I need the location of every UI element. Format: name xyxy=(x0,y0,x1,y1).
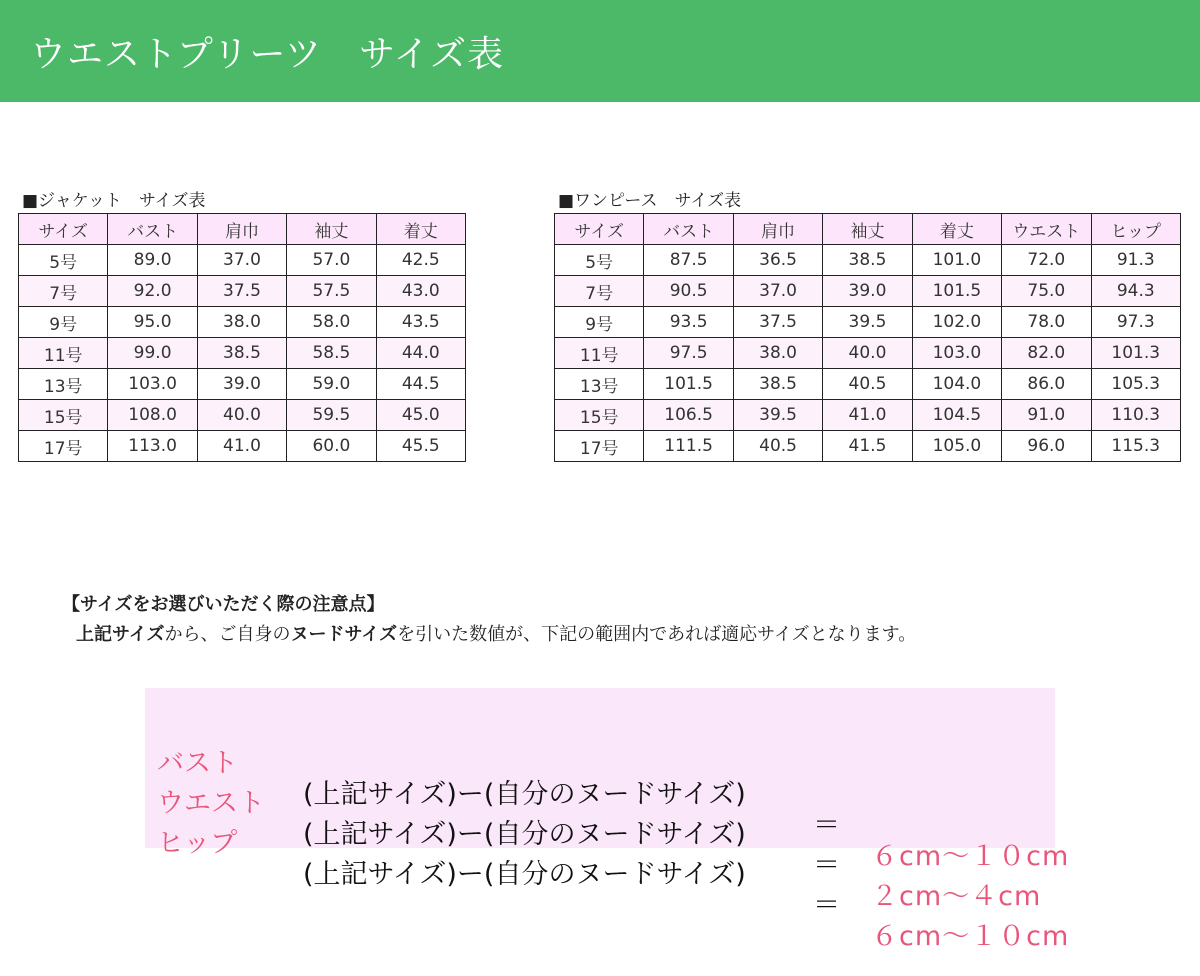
measurement-cell: 43.0 xyxy=(376,276,465,307)
measurement-cell: 105.3 xyxy=(1091,369,1180,400)
size-label-cell: 7号 xyxy=(19,276,108,307)
measurement-cell: 38.0 xyxy=(197,307,286,338)
measurement-cell: 58.0 xyxy=(287,307,376,338)
measurement-cell: 101.5 xyxy=(644,369,733,400)
measurement-cell: 60.0 xyxy=(287,431,376,462)
measurement-cell: 57.0 xyxy=(287,245,376,276)
table-row xyxy=(555,431,1181,462)
measurement-cell: 58.5 xyxy=(287,338,376,369)
measurement-cell: 89.0 xyxy=(108,245,197,276)
measurement-cell: 91.3 xyxy=(1091,245,1180,276)
table-row xyxy=(19,276,466,307)
table-row xyxy=(19,338,466,369)
column-header: バスト xyxy=(108,214,197,245)
table-row xyxy=(19,400,466,431)
column-header: ウエスト xyxy=(1002,214,1091,245)
measurement-cell: 101.5 xyxy=(912,276,1001,307)
measurement-cell: 38.0 xyxy=(733,338,822,369)
measurement-cell: 96.0 xyxy=(1002,431,1091,462)
measurement-cell: 37.0 xyxy=(733,276,822,307)
measurement-cell: 91.0 xyxy=(1002,400,1091,431)
table-row xyxy=(555,276,1181,307)
page-header xyxy=(0,0,1200,102)
formula-label: ウエスト xyxy=(157,788,265,819)
column-header: 着丈 xyxy=(912,214,1001,245)
measurement-cell: 39.0 xyxy=(823,276,912,307)
measurement-cell: 95.0 xyxy=(108,307,197,338)
column-header: サイズ xyxy=(19,214,108,245)
column-header: ヒップ xyxy=(1091,214,1180,245)
formula-label: バスト xyxy=(157,748,238,779)
formula-expression: (上記サイズ)ー(自分のヌードサイズ) xyxy=(303,859,746,890)
size-label-cell: 17号 xyxy=(19,431,108,462)
measurement-cell: 101.3 xyxy=(1091,338,1180,369)
measurement-cell: 75.0 xyxy=(1002,276,1091,307)
measurement-cell: 113.0 xyxy=(108,431,197,462)
measurement-cell: 99.0 xyxy=(108,338,197,369)
size-label-cell: 7号 xyxy=(555,276,644,307)
note-text: から、ご自身の xyxy=(164,624,291,645)
formula-expression: (上記サイズ)ー(自分のヌードサイズ) xyxy=(303,779,746,810)
formula-equals: ＝ xyxy=(813,890,840,921)
measurement-cell: 86.0 xyxy=(1002,369,1091,400)
formula-range: ２cm～４cm xyxy=(871,881,1042,912)
measurement-cell: 101.0 xyxy=(912,245,1001,276)
measurement-cell: 93.5 xyxy=(644,307,733,338)
table-row xyxy=(19,307,466,338)
measurement-cell: 82.0 xyxy=(1002,338,1091,369)
note-body xyxy=(76,620,916,646)
measurement-cell: 87.5 xyxy=(644,245,733,276)
size-label-cell: 5号 xyxy=(19,245,108,276)
measurement-cell: 40.5 xyxy=(823,369,912,400)
measurement-cell: 41.5 xyxy=(823,431,912,462)
measurement-cell: 104.0 xyxy=(912,369,1001,400)
measurement-cell: 97.3 xyxy=(1091,307,1180,338)
measurement-cell: 108.0 xyxy=(108,400,197,431)
table-row xyxy=(555,400,1181,431)
measurement-cell: 43.5 xyxy=(376,307,465,338)
measurement-cell: 44.0 xyxy=(376,338,465,369)
measurement-cell: 97.5 xyxy=(644,338,733,369)
onepiece-size-table xyxy=(554,213,1181,462)
measurement-cell: 59.5 xyxy=(287,400,376,431)
table-row xyxy=(19,245,466,276)
note-text: を引いた数値が、下記の範囲内であれば適応サイズとなります。 xyxy=(397,624,917,645)
note-emphasis-nude-size: ヌードサイズ xyxy=(290,624,398,645)
jacket-table-caption: ■ジャケット サイズ表 xyxy=(22,191,206,211)
table-row xyxy=(555,369,1181,400)
measurement-cell: 45.0 xyxy=(376,400,465,431)
measurement-cell: 72.0 xyxy=(1002,245,1091,276)
measurement-cell: 105.0 xyxy=(912,431,1001,462)
measurement-cell: 102.0 xyxy=(912,307,1001,338)
measurement-cell: 40.0 xyxy=(823,338,912,369)
column-header: サイズ xyxy=(555,214,644,245)
measurement-cell: 57.5 xyxy=(287,276,376,307)
formula-equals: ＝ xyxy=(813,850,840,881)
table-row xyxy=(555,307,1181,338)
size-label-cell: 9号 xyxy=(555,307,644,338)
formula-expression: (上記サイズ)ー(自分のヌードサイズ) xyxy=(303,819,746,850)
size-label-cell: 5号 xyxy=(555,245,644,276)
measurement-cell: 115.3 xyxy=(1091,431,1180,462)
size-label-cell: 13号 xyxy=(19,369,108,400)
formula-range: ６cm～１０cm xyxy=(871,921,1070,952)
page-title: ウエストプリーツ サイズ表 xyxy=(30,34,505,75)
column-header: 袖丈 xyxy=(823,214,912,245)
measurement-cell: 39.5 xyxy=(733,400,822,431)
measurement-cell: 37.5 xyxy=(197,276,286,307)
measurement-cell: 78.0 xyxy=(1002,307,1091,338)
measurement-cell: 38.5 xyxy=(197,338,286,369)
column-header: 肩巾 xyxy=(733,214,822,245)
formula-equals: ＝ xyxy=(813,810,840,841)
measurement-cell: 44.5 xyxy=(376,369,465,400)
measurement-cell: 37.0 xyxy=(197,245,286,276)
table-row xyxy=(555,245,1181,276)
measurement-cell: 103.0 xyxy=(108,369,197,400)
measurement-cell: 36.5 xyxy=(733,245,822,276)
onepiece-table-caption: ■ワンピース サイズ表 xyxy=(558,191,742,211)
table-row xyxy=(19,431,466,462)
jacket-size-table xyxy=(18,213,466,462)
column-header: 肩巾 xyxy=(197,214,286,245)
note-title: 【サイズをお選びいただく際の注意点】 xyxy=(62,594,385,615)
table-row xyxy=(555,338,1181,369)
measurement-cell: 38.5 xyxy=(733,369,822,400)
measurement-cell: 38.5 xyxy=(823,245,912,276)
formula-label: ヒップ xyxy=(157,828,238,859)
measurement-cell: 59.0 xyxy=(287,369,376,400)
column-header: バスト xyxy=(644,214,733,245)
measurement-cell: 41.0 xyxy=(823,400,912,431)
size-label-cell: 9号 xyxy=(19,307,108,338)
measurement-cell: 111.5 xyxy=(644,431,733,462)
measurement-cell: 110.3 xyxy=(1091,400,1180,431)
table-row xyxy=(19,369,466,400)
size-label-cell: 15号 xyxy=(555,400,644,431)
measurement-cell: 104.5 xyxy=(912,400,1001,431)
measurement-cell: 37.5 xyxy=(733,307,822,338)
measurement-cell: 40.5 xyxy=(733,431,822,462)
measurement-cell: 92.0 xyxy=(108,276,197,307)
measurement-cell: 41.0 xyxy=(197,431,286,462)
measurement-cell: 39.5 xyxy=(823,307,912,338)
formula-box xyxy=(145,688,1070,952)
column-header: 袖丈 xyxy=(287,214,376,245)
size-label-cell: 11号 xyxy=(555,338,644,369)
measurement-cell: 106.5 xyxy=(644,400,733,431)
measurement-cell: 90.5 xyxy=(644,276,733,307)
size-label-cell: 15号 xyxy=(19,400,108,431)
measurement-cell: 42.5 xyxy=(376,245,465,276)
size-label-cell: 17号 xyxy=(555,431,644,462)
size-label-cell: 13号 xyxy=(555,369,644,400)
measurement-cell: 39.0 xyxy=(197,369,286,400)
measurement-cell: 103.0 xyxy=(912,338,1001,369)
column-header: 着丈 xyxy=(376,214,465,245)
measurement-cell: 40.0 xyxy=(197,400,286,431)
formula-range: ６cm～１０cm xyxy=(871,841,1070,872)
measurement-cell: 45.5 xyxy=(376,431,465,462)
note-emphasis-size: 上記サイズ xyxy=(76,624,165,645)
size-label-cell: 11号 xyxy=(19,338,108,369)
measurement-cell: 94.3 xyxy=(1091,276,1180,307)
